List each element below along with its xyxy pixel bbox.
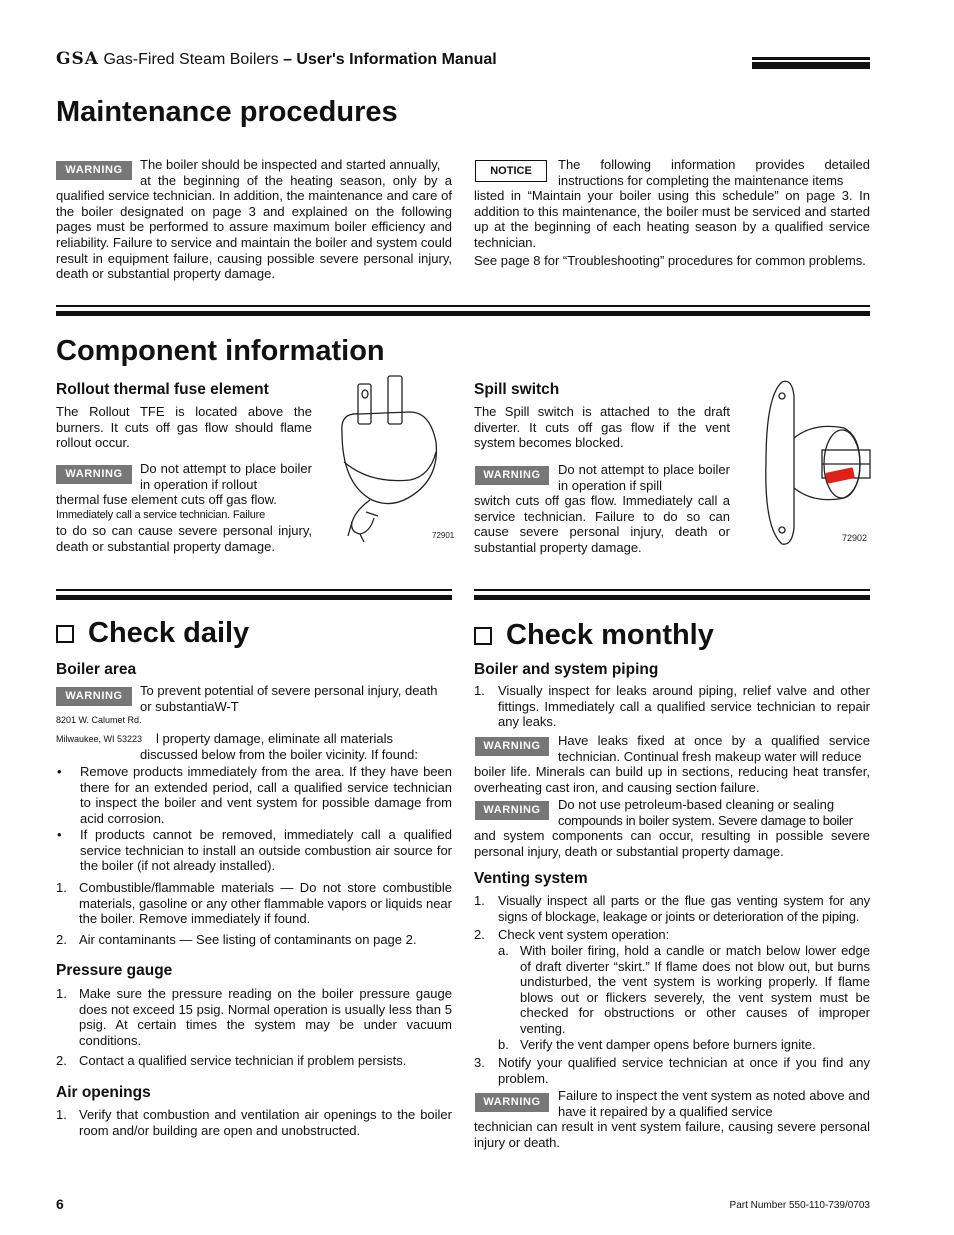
gsa-logo: GSA [56, 49, 99, 69]
header-manual-title: User's Information Manual [296, 51, 497, 68]
spill-switch-illustration [752, 378, 874, 548]
sub-list-item: b. Verify the vent damper opens before burners ignite. [498, 1037, 816, 1052]
page-number: 6 [56, 1196, 64, 1212]
piping-warning2-small: compounds in boiler system. Severe damage to boiler [558, 812, 853, 828]
address-line1: 8201 W. Calumet Rd. [56, 715, 142, 725]
warning-badge: WARNING [475, 801, 549, 820]
rollout-heading: Rollout thermal fuse element [56, 381, 269, 398]
tfe-body [342, 412, 437, 504]
address-line2: Milwaukee, WI 53223 [56, 734, 143, 744]
rollout-warning-small: Immediately call a service technician. Failure [56, 508, 266, 521]
component-title: Component information [56, 335, 385, 367]
maintenance-warning-rest: at the beginning of the heating season, only by a qualified service technician. In addition, the maintenance and care of the boiler designated on page 3 and explained on the following pages must be performed to assure maximum boiler efficiency and reliability. Failure to service and maintain the boiler and system could result in equipment failure, causing possible severe personal injury, death or substantial property damage. [56, 172, 452, 282]
spill-heading: Spill switch [474, 381, 560, 398]
rollout-warning-mid: thermal fuse element cuts off gas flow. [56, 492, 277, 508]
spill-switch-pin [825, 467, 855, 484]
header-dash: – [278, 51, 297, 68]
spill-warning-first: Do not attempt to place boiler in operation if spill [558, 462, 730, 493]
warning-badge: WARNING [475, 1093, 549, 1112]
piping-warning1-first: Have leaks fixed at once by a qualified service technician. Continual fresh makeup water will reduce [558, 733, 870, 764]
list-item: 2. Check vent system operation: [474, 927, 670, 942]
bullet-symbol: • [57, 827, 62, 842]
piping-heading: Boiler and system piping [474, 661, 659, 678]
list-item: 1. Verify that combustion and ventilation air openings to the boiler room and/or building are open and unobstructed. [56, 1107, 452, 1138]
boiler-area-warning-line1: To prevent potential of severe personal injury, death [140, 683, 438, 698]
piping-warning1-text [474, 733, 870, 795]
maintenance-notice-text [474, 157, 870, 268]
bullet-item: • If products cannot be removed, immediately call a qualified service technician to install an outside combustion air source for the boiler (if not already installed). [57, 827, 452, 874]
bullet-symbol: • [57, 764, 62, 779]
boiler-area-heading: Boiler area [56, 661, 137, 678]
header-rule-thin [752, 57, 870, 60]
piping-warning2-first: Do not use petroleum-based cleaning or sealing [558, 797, 835, 812]
spill-figure-id: 72902 [842, 533, 868, 543]
daily-rule-thick [56, 595, 452, 600]
check-daily-label: Check daily [88, 617, 250, 649]
check-daily-title [56, 616, 249, 650]
daily-rule-thin [56, 589, 452, 591]
air-openings-heading: Air openings [56, 1084, 151, 1101]
sub-list-item: a. With boiler firing, hold a candle or match below lower edge of draft diverter “skirt.” If flame does not blow out, but burns undisturbed, the vent system is working properly. If flame blows out or flickers severely, the vent system must be checked for obstructions or other causes of improper venting. [498, 943, 870, 1036]
header-series: Gas-Fired Steam Boilers [103, 51, 279, 68]
check-monthly-title [474, 618, 714, 652]
list-item: 1. Combustible/flammable materials — Do not store combustible materials, gasoline or any other flammable vapors or liquids near the boiler. Remove immediately if found. [56, 880, 452, 927]
list-item: 1. Visually inspect for leaks around piping, relief valve and other fittings. Immediately call a qualified service technician to repair any leaks. [474, 683, 870, 730]
boiler-area-warning-line4: discussed below from the boiler vicinity. If found: [140, 747, 418, 762]
maintenance-title: Maintenance procedures [56, 96, 398, 128]
notice-badge: NOTICE [475, 160, 547, 182]
check-monthly-label: Check monthly [506, 619, 714, 651]
warning-badge: WARNING [56, 687, 132, 706]
list-item: 2. Contact a qualified service technician if problem persists. [56, 1053, 407, 1068]
spill-mounting-plate [766, 381, 794, 544]
checkbox-icon [56, 625, 74, 643]
warning-badge: WARNING [56, 161, 132, 180]
maintenance-notice-first: The following information provides detailed instructions for completing the maintenance items [558, 157, 870, 188]
maintenance-warning-first: The boiler should be inspected and started annually, [140, 157, 441, 172]
list-item: 1. Visually inspect all parts or the flue gas venting system for any signs of blockage, leakage or joints or deterioration of the piping. [474, 893, 870, 924]
rollout-text: The Rollout TFE is located above the burners. It cuts off gas flow should flame rollout occur. [56, 404, 312, 451]
venting-warning-rest: technician can result in vent system failure, causing severe personal injury or death. [474, 1119, 870, 1150]
rollout-warning-rest: to do so can cause severe personal injury, death or substantial property damage. [56, 523, 312, 554]
maintenance-warning-text [56, 157, 452, 282]
piping-warning1-rest: boiler life. Minerals can build up in sections, reducing heat transfer, overheating cast iron, and causing section failure. [474, 764, 870, 795]
boiler-area-warning-line3: l property damage, eliminate all materials [156, 731, 393, 746]
bullet-item: • Remove products immediately from the area. If they have been there for an extended period, call a qualified service technician to inspect the boiler and vent system for possible damage from acid corrosion. [57, 764, 452, 826]
part-number: Part Number 550-110-739/0703 [729, 1200, 870, 1211]
venting-warning-text [474, 1088, 870, 1150]
rollout-tfe-illustration [330, 372, 455, 544]
header-rule-thick [752, 62, 870, 69]
warning-badge: WARNING [56, 465, 132, 484]
section-rule-thin [56, 305, 870, 307]
running-header [56, 49, 497, 69]
tfe-prong-right [388, 376, 402, 424]
checkbox-icon [474, 627, 492, 645]
section-rule-thick [56, 311, 870, 316]
piping-warning2-rest: and system components can occur, resulting in possible severe personal injury, death or substantial property damage. [474, 828, 870, 859]
maintenance-notice-rest: listed in “Maintain your boiler using this schedule” on page 3. In addition to this maintenance, the boiler must be serviced and started up at the beginning of each heating season by a qualified service technician. [474, 188, 870, 250]
spill-warning-rest: switch cuts off gas flow. Immediately call a service technician. Failure to do so can cause severe personal injury, death or substantial property damage. [474, 493, 730, 555]
list-item: 3. Notify your qualified service technician at once if you find any problem. [474, 1055, 870, 1086]
see-page-note: See page 8 for “Troubleshooting” procedures for common problems. [474, 252, 866, 268]
venting-warning-first: Failure to inspect the vent system as noted above and have it repaired by a qualified service [558, 1088, 870, 1119]
pressure-gauge-heading: Pressure gauge [56, 962, 173, 979]
rollout-figure-id: 72901 [432, 531, 455, 540]
monthly-rule-thick [474, 595, 870, 600]
spill-warning-text [474, 462, 730, 556]
spill-text: The Spill switch is attached to the draft diverter. It cuts off gas flow if the vent system becomes blocked. [474, 404, 730, 451]
rollout-warning-first: Do not attempt to place boiler in operation if rollout [140, 461, 312, 492]
warning-badge: WARNING [475, 737, 549, 756]
rollout-warning-text [56, 461, 312, 555]
monthly-rule-thin [474, 589, 870, 591]
list-item: 1. Make sure the pressure reading on the boiler pressure gauge does not exceed 15 psig. Normal operation is usually less than 5 psig. At certain times the system may be under vacuum conditions. [56, 986, 452, 1048]
list-item: 2. Air contaminants — See listing of contaminants on page 2. [56, 932, 417, 947]
venting-heading: Venting system [474, 870, 588, 887]
boiler-area-warning-line2: or substantiaW-T [140, 699, 239, 714]
piping-warning2-text [474, 797, 870, 859]
warning-badge: WARNING [475, 466, 549, 485]
